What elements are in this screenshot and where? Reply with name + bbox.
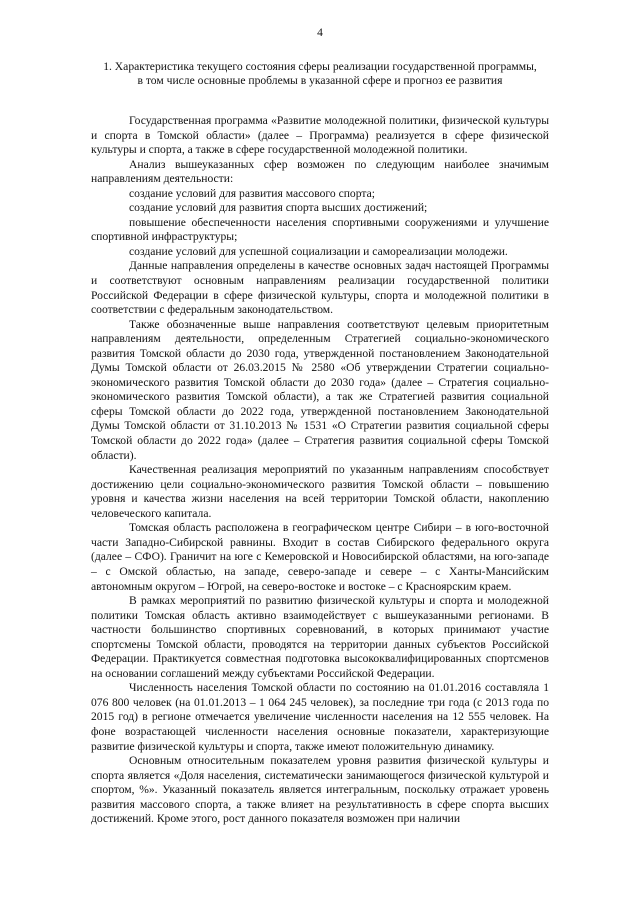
- paragraph-key-indicator: Основным относительным показателем уровня развития физической культуры и спорта является «Доля населения, систематически занимающегося физической культурой и спортом, %». Указанный показатель является интегральным, поскольку отражает уровень развития массового спорта, а также влияет на результативность в сфере спорта высших достижений. Кроме этого, рост данного показателя возможен при наличии: [91, 754, 549, 826]
- paragraph-geography: Томская область расположена в географическом центре Сибири – в юго-восточной части Западно-Сибирской равнины. Входит в состав Сибирского федерального округа (далее – СФО). Граничит на юге с Кемеровской и Новосибирской областями, на юго-западе – с Омской областью, на западе, северо-западе и севере – с Ханты-Мансийским автономным округом – Югрой, на северо-востоке и востоке – с Красноярским краем.: [91, 521, 549, 593]
- page-number: 4: [317, 27, 323, 39]
- body-text: [91, 114, 549, 827]
- list-item-mass-sport: создание условий для развития массового спорта;: [129, 186, 375, 200]
- paragraph-analysis-directions: Анализ вышеуказанных сфер возможен по следующим наиболее значимым направлениям деятельности:: [91, 157, 549, 186]
- paragraph-program-intro: Государственная программа «Развитие молодежной политики, физической культуры и спорта в Томской области» (далее – Программа) реализуется в сфере физической культуры и спорта, а также в сфере государственной молодежной политики.: [91, 114, 549, 157]
- paragraph-main-tasks: Данные направления определены в качестве основных задач настоящей Программы и соответствуют основным направлениям реализации государственной политики Российской Федерации в сфере физической культуры, спорта и молодежной политики в соответствии с федеральным законодательством.: [91, 259, 549, 317]
- paragraph-population: Численность населения Томской области по состоянию на 01.01.2016 составляла 1 076 800 человек (на 01.01.2013 – 1 064 245 человек), за последние три года (с 2013 года по 2015 год) в регионе отмечается увеличение численности населения на 12 555 человек. На фоне возрастающей численности населения основные показатели, характеризующие развитие физической культуры и спорта, также имеют положительную динамику.: [91, 681, 549, 753]
- paragraph-strategy-alignment: Также обозначенные выше направления соответствуют целевым приоритетным направлениям деятельности, определенным Стратегией социально-экономического развития Томской области до 2030 года, утвержденной постановлением Законодательной Думы Томской области от 26.03.2015 № 2580 «Об утверждении Стратегии социально-экономического развития Томской области до 2030 года» (далее – Стратегия социально-экономического развития Томской области), а так же Стратегией развития социальной сферы Томской области до 2022 года, утвержденной постановлением Законодательной Думы Томской области от 31.10.2013 № 1531 «О Стратегии развития социальной сферы Томской области до 2022 года» (далее – Стратегия развития социальной сферы Томской области).: [91, 317, 549, 462]
- list-item-sports-infrastructure: повышение обеспеченности населения спортивными сооружениями и улучшение спортивной инфраструктуры;: [91, 215, 549, 244]
- section-heading-line-2: в том числе основные проблемы в указанной сфере и прогноз ее развития: [137, 74, 503, 87]
- list-item-youth-socialization: создание условий для успешной социализации и самореализации молодежи.: [129, 244, 508, 258]
- section-heading: [91, 60, 549, 88]
- paragraph-regional-cooperation: В рамках мероприятий по развитию физической культуры и спорта и молодежной политики Томская область активно взаимодействует с вышеуказанными регионами. В частности большинство спортивных соревнований, в которых принимают участие спортсмены Томской области, проводятся на территории данных субъектов Российской Федерации. Практикуется совместная подготовка высококвалифицированных спортсменов на основании соглашений между субъектами Российской Федерации.: [91, 594, 549, 680]
- paragraph-quality-implementation: Качественная реализация мероприятий по указанным направлениям способствует достижению цели социально-экономического развития Томской области – повышению уровня и качества жизни населения на всей территории Томской области, накоплению человеческого капитала.: [91, 463, 549, 520]
- document-page: [91, 26, 549, 827]
- section-heading-line-1: 1. Характеристика текущего состояния сферы реализации государственной программы,: [103, 60, 537, 73]
- list-item-elite-sport: создание условий для развития спорта высших достижений;: [129, 201, 428, 215]
